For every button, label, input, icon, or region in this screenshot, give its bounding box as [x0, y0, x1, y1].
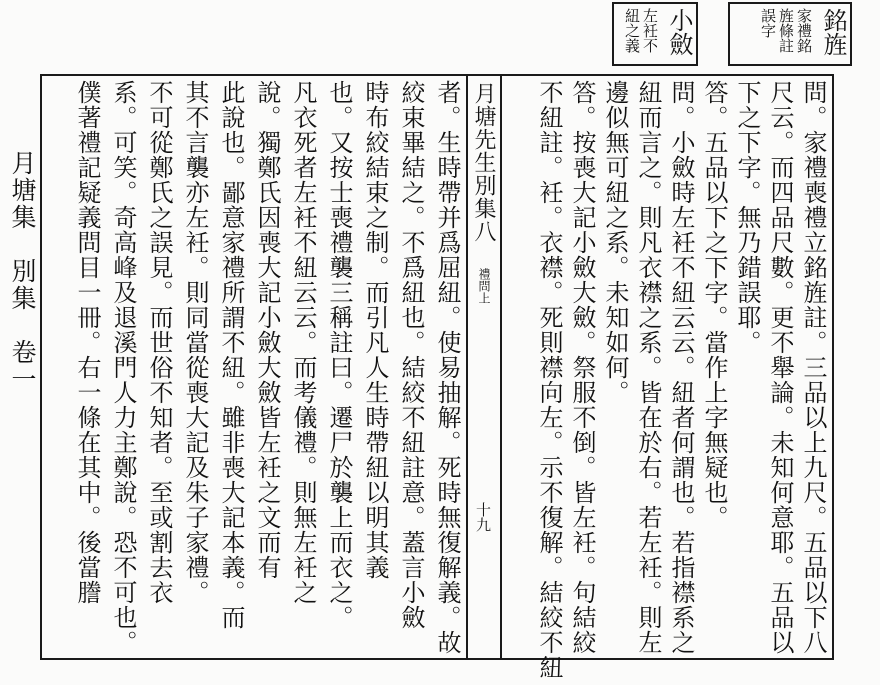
text-column: 答。按喪大記小斂大斂。祭服不倒。皆左衽。句結絞	[568, 80, 596, 655]
text-column: 絞束畢結之。不爲紐也。結絞不紐註意。蓋言小斂	[397, 80, 425, 630]
text-column: 時布絞結束之制。而引凡人生時帶紐以明其義	[361, 80, 389, 580]
heading-note-3: 誤字	[759, 8, 777, 38]
heading-note-4: 左衽不	[641, 8, 659, 53]
heading-box-ming-jing	[728, 2, 852, 66]
text-column: 僕著禮記疑義問目一冊。右一條在其中。後當謄	[73, 80, 101, 605]
text-column: 不可從鄭氏之誤見。而世俗不知者。至或割去衣	[145, 80, 173, 605]
text-column: 答。五品以下之下字。當作上字無疑也。	[700, 80, 728, 530]
center-strip-section: 禮問上	[477, 268, 491, 304]
text-column: 者。生時帶并爲屈紐。使易抽解。死時無復解義。故	[433, 80, 461, 655]
center-strip-left-rule	[466, 74, 468, 658]
heading-note-5: 紐之義	[623, 8, 641, 53]
margin-book-title: 月塘集 別集 卷一	[8, 150, 37, 393]
text-column: 尺云。而四品尺數。更不舉論。未知何意耶。五品以	[766, 80, 794, 655]
heading-title-ming-jing: 銘旌	[819, 8, 847, 56]
text-column: 系。可笑。奇高峰及退溪門人力主鄭說。恐不可也。	[109, 80, 137, 655]
text-column: 其不言襲亦左衽。則同當從喪大記及朱子家禮。	[181, 80, 209, 605]
text-column: 紐而言之。則凡衣襟之系。皆在於右。若左衽。則左	[634, 80, 662, 655]
text-column: 邊似無可紐之系。未知如何。	[601, 80, 629, 405]
text-column: 說。獨鄭氏因喪大記小斂大斂皆左衽之文而有	[253, 80, 281, 580]
center-strip-right-rule	[500, 74, 502, 658]
heading-title-xiao-lian: 小斂	[665, 8, 693, 56]
text-column: 不紐註。衽。衣襟。死則襟向左。示不復解。結絞不紐	[535, 80, 563, 680]
heading-box-xiao-lian	[612, 2, 698, 66]
text-column: 凡衣死者左衽不紐云云。而考儀禮。則無左衽之	[289, 80, 317, 605]
center-strip-title: 月塘先生別集八	[471, 82, 496, 243]
heading-note-2: 旌條註	[777, 8, 795, 53]
text-column: 問。小斂時左衽不紐云云。紐者何謂也。若指襟系之	[667, 80, 695, 655]
heading-note-1: 家禮銘	[795, 8, 813, 53]
text-column: 也。又按士喪禮襲三稱註曰。遷尸於襲上而衣之。	[325, 80, 353, 630]
text-column: 此說也。鄙意家禮所謂不紐。雖非喪大記本義。而	[217, 80, 245, 630]
text-column: 問。家禮喪禮立銘旌註。三品以上九尺。五品以下八	[799, 80, 827, 655]
center-strip-page-number: 十九	[474, 502, 492, 532]
text-column: 下之下字。無乃錯誤耶。	[733, 80, 761, 355]
